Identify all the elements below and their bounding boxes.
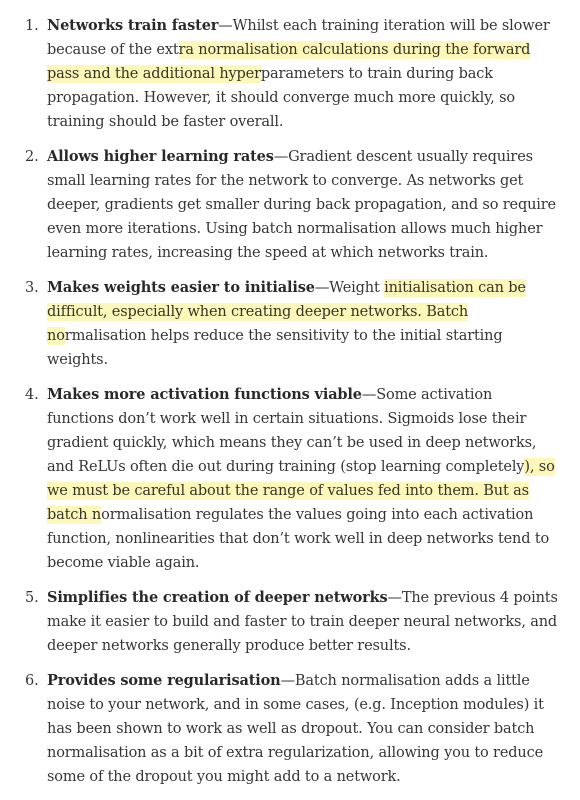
list-item-title: Makes more activation functions viable (47, 386, 362, 403)
list-item (0, 276, 580, 372)
list-item-title: Makes weights easier to initialise (47, 279, 315, 296)
list-item-text: —Gradient descent usually requires small learning rates for the network to converge. As networks get deeper, gradients get smaller during back propagation, and so require even more iterations. Using batch normalisation allows much higher learning rates, increasing the speed at which networks train. (47, 149, 556, 261)
list-item-text: ormalisation regulates the values going into each activation function, nonlinearities that don’t work well in deep networks tend to become viable again. (47, 507, 550, 571)
list-item-number: 5. (25, 590, 39, 606)
list-item-title: Simplifies the creation of deeper networks (47, 589, 388, 606)
list-item-text: —Batch normalisation adds a little noise to your network, and in some cases, (e.g. Inception modules) it has been shown to work as well as dropout. You can consider batch normalisation as a bit of extra regularization, allowing you to reduce some of the dropout you might add to a network. (47, 673, 544, 785)
list-item-text: —Whilst each training iteration will be slower because of the ext (47, 18, 550, 58)
list-item (0, 586, 580, 658)
list-item-number: 6. (25, 673, 39, 689)
highlighted-text[interactable]: ), so we must be careful about the range of values fed into them. But as batch n (47, 459, 555, 523)
list-item-title: Allows higher learning rates (47, 148, 274, 165)
list-item-text: rmalisation helps reduce the sensitivity to the initial starting weights. (47, 328, 503, 368)
list-item-text: —Some activation functions don’t work well in certain situations. Sigmoids lose their gradient quickly, which means they can’t be used in deep networks, and ReLUs often die out during training (stop learning completely (47, 387, 537, 475)
list-item-title: Networks train faster (47, 17, 219, 34)
list-item-number: 2. (25, 149, 39, 165)
list-item (0, 145, 580, 265)
list-item-title: Provides some regularisation (47, 672, 281, 689)
list-item (0, 669, 580, 789)
list-item-text: —The previous 4 points make it easier to build and faster to train deeper neural networks, and deeper networks generally produce better results. (47, 590, 558, 654)
highlighted-text[interactable]: ra normalisation calculations during the forward pass and the additional hyper (47, 42, 531, 82)
list-item-number: 1. (25, 18, 39, 34)
list-item (0, 383, 580, 575)
list-item (0, 14, 580, 134)
highlighted-text[interactable]: initialisation can be difficult, especially when creating deeper networks. Batch no (47, 280, 526, 344)
list-item-number: 4. (25, 387, 39, 403)
list-item-text: parameters to train during back propagation. However, it should converge much more quickly, so training should be faster overall. (47, 66, 515, 130)
list-item-text: —Weight (314, 280, 385, 296)
list-item-number: 3. (25, 280, 39, 296)
